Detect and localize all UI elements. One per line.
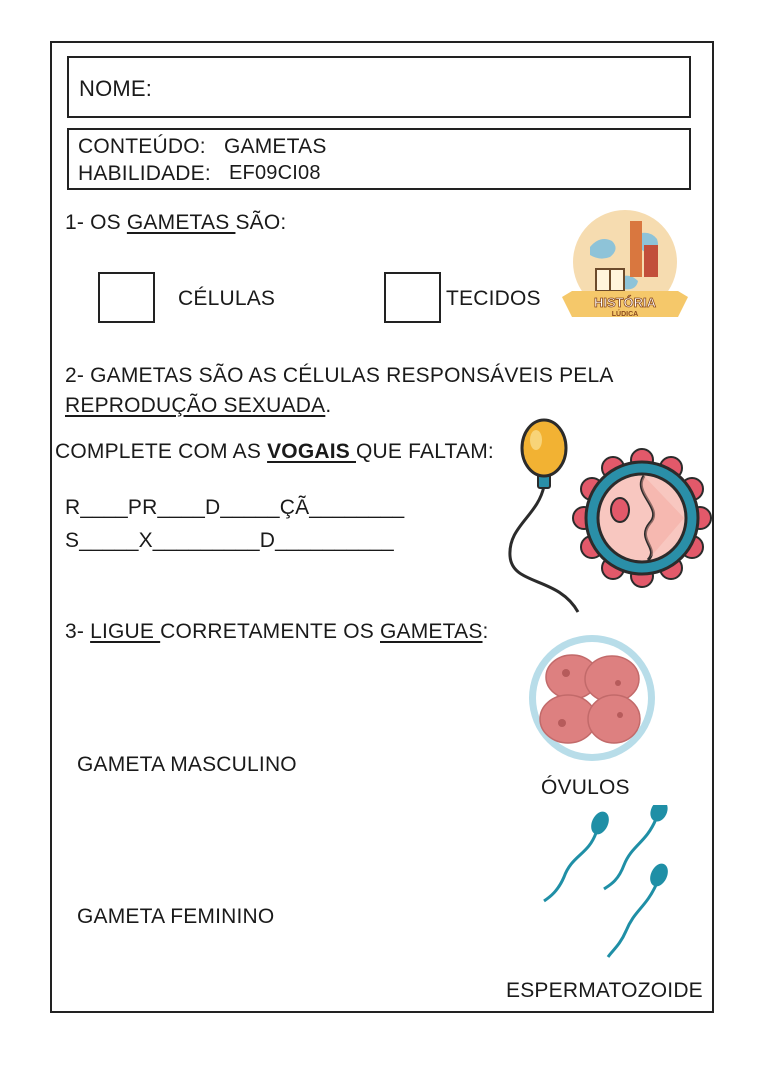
q1-prefix: 1- OS — [65, 211, 127, 234]
egg-cell-illustration — [572, 448, 712, 588]
ovules-illustration — [522, 633, 662, 763]
q2-instr-keyword: VOGAIS — [267, 440, 356, 463]
fill-word-1: R____PR____D_____ÇÃ________ — [65, 496, 405, 519]
skill-label: HABILIDADE: — [78, 162, 211, 185]
sperm-head — [522, 420, 566, 476]
q3-title — [65, 620, 489, 644]
content-box — [67, 128, 691, 190]
q3-keyword-ligue: LIGUE — [90, 620, 161, 643]
checkbox-tecidos[interactable] — [384, 272, 441, 323]
logo-tower — [630, 221, 642, 277]
sperm-tail — [510, 486, 578, 612]
left-item-masculino[interactable]: GAMETA MASCULINO — [77, 753, 297, 776]
q2-line2 — [65, 394, 331, 418]
logo-text-2: LÚDICA — [611, 311, 639, 318]
q3-end: : — [482, 620, 489, 643]
sperm-group-illustration — [538, 805, 668, 965]
q3-mid: CORRETAMENTE OS — [160, 620, 380, 643]
right-item-ovulos[interactable]: ÓVULOS — [541, 776, 630, 799]
q3-keyword-gametas: GAMETAS — [380, 620, 483, 643]
content-label: CONTEÚDO: — [78, 135, 206, 158]
q1-title — [65, 211, 286, 235]
checkbox-celulas[interactable] — [98, 272, 155, 323]
q1-keyword: GAMETAS — [126, 211, 236, 234]
q2-line2-end: . — [325, 394, 332, 417]
q2-line1: 2- GAMETAS SÃO AS CÉLULAS RESPONSÁVEIS PELA — [65, 364, 614, 387]
name-label: NOME: — [79, 76, 153, 101]
right-item-espermatozoide[interactable]: ESPERMATOZOIDE — [506, 979, 703, 1002]
q2-instruction — [55, 440, 494, 464]
option-celulas-label: CÉLULAS — [178, 287, 276, 310]
q3-prefix: 3- — [65, 620, 91, 643]
q2-instr-prefix: COMPLETE COM AS — [55, 440, 268, 463]
logo-text-1: HISTÓRIA — [593, 295, 657, 310]
q1-suffix: SÃO: — [235, 211, 287, 234]
fill-word-2: S_____X_________D__________ — [65, 529, 394, 552]
content-value: GAMETAS — [224, 135, 327, 158]
left-item-feminino[interactable]: GAMETA FEMININO — [77, 905, 275, 928]
name-field[interactable] — [67, 56, 691, 118]
sperm-heads — [588, 805, 668, 889]
q2-line2-text: REPRODUÇÃO SEXUADA — [65, 394, 326, 417]
historia-ludica-logo — [560, 207, 690, 327]
q2-instr-suffix: QUE FALTAM: — [356, 440, 494, 463]
logo-building — [644, 245, 658, 277]
option-tecidos-label: TECIDOS — [446, 287, 541, 310]
skill-value: EF09CI08 — [229, 162, 321, 184]
egg-nucleus — [611, 498, 629, 522]
sperm-tails — [544, 819, 656, 957]
